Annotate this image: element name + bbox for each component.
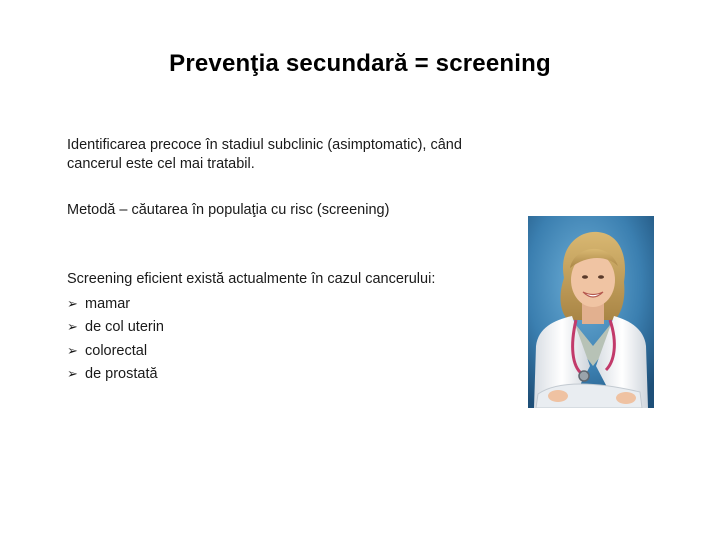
list-item bbox=[67, 293, 164, 316]
paragraph-method: Metodă – căutarea în populaţia cu risc (screening) bbox=[67, 202, 390, 218]
slide-title: Prevenţia secundară = screening bbox=[169, 50, 551, 77]
arrow-bullet-icon: ➢ bbox=[67, 343, 78, 359]
doctor-photo bbox=[528, 216, 654, 408]
list-item bbox=[67, 363, 164, 386]
arrow-bullet-icon: ➢ bbox=[67, 297, 78, 312]
arrow-bullet-icon: ➢ bbox=[67, 320, 78, 336]
list-item-label: de prostată bbox=[85, 365, 158, 382]
list-item-label: colorectal bbox=[85, 342, 148, 359]
paragraph-early-detection: Identificarea precoce în stadiul subclinic (asimptomatic), când cancerul este cel mai tratabil. bbox=[67, 137, 462, 172]
list-item bbox=[67, 340, 164, 363]
paragraph-screening-intro: Screening eficient există actualmente în cazul cancerului: bbox=[67, 271, 436, 287]
list-item-label: de col uterin bbox=[85, 319, 164, 336]
list-item bbox=[67, 316, 164, 339]
arrow-bullet-icon: ➢ bbox=[67, 366, 78, 382]
cancer-type-list bbox=[67, 293, 164, 386]
list-item-label: mamar bbox=[85, 296, 131, 312]
